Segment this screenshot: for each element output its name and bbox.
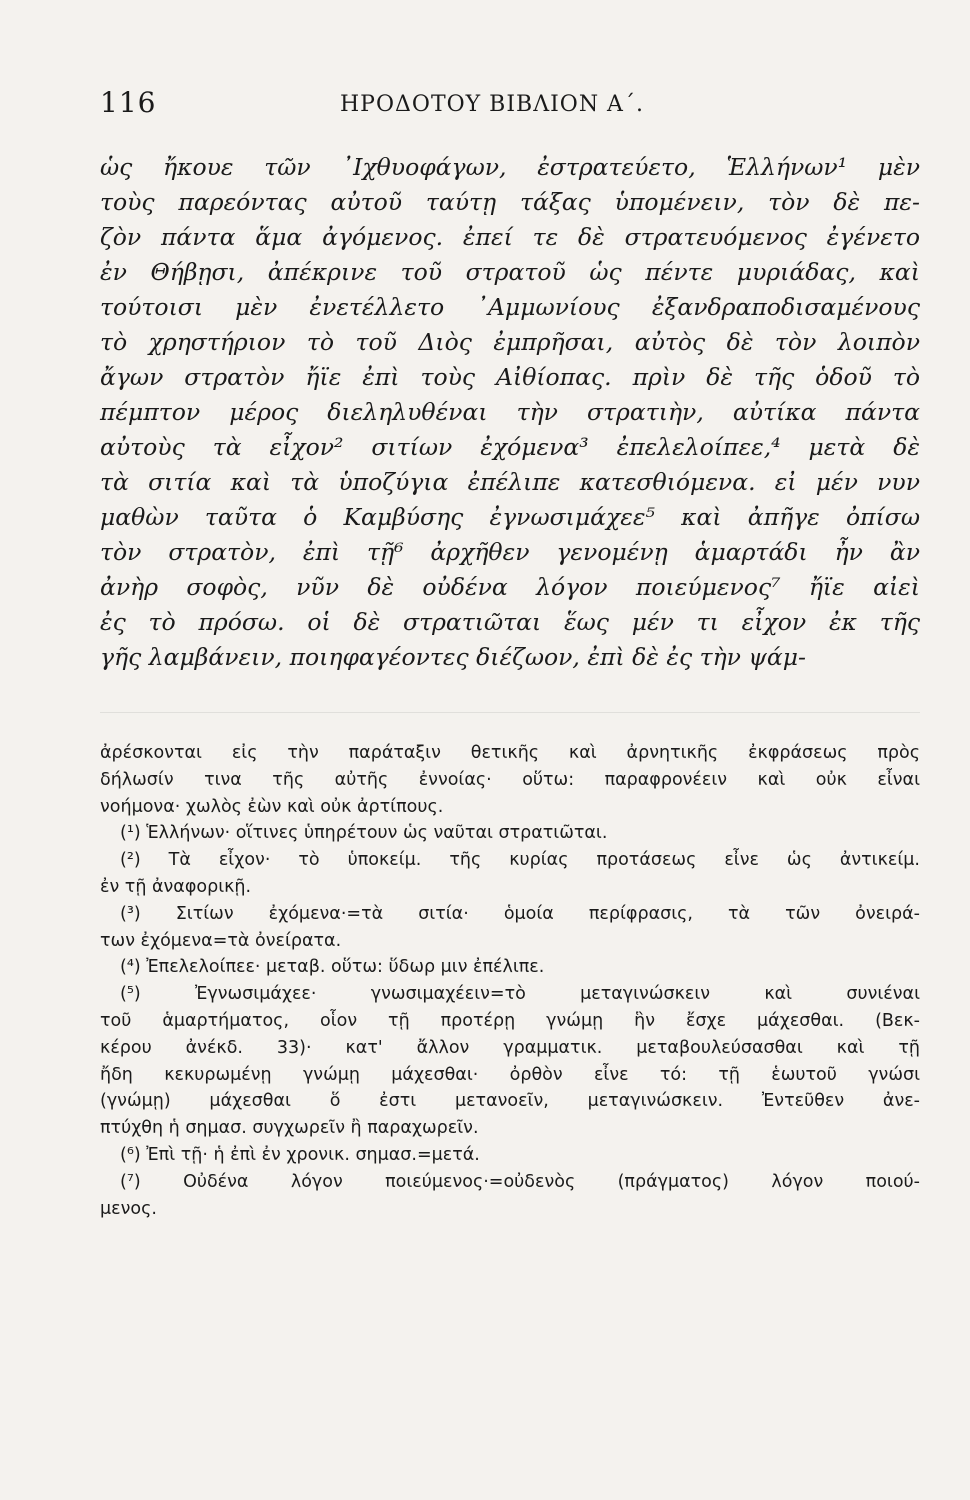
main-text-line: ἐς τὸ πρόσω. οἱ δὲ στρατιῶται ἕως μέν τι εἶχον ἐκ τῆς	[100, 608, 920, 636]
main-text-line: αὐτοὺς τὰ εἶχον² σιτίων ἐχόμενα³ ἐπελελοίπεε,⁴ μετὰ δὲ	[100, 433, 920, 461]
main-text-line: τοὺς παρεόντας αὐτοῦ ταύτῃ τάξας ὑπομένειν, τὸν δὲ πε-	[100, 188, 920, 216]
main-text-line: ἐν Θήβῃσι, ἀπέκρινε τοῦ στρατοῦ ὡς πέντε μυριάδας, καὶ	[100, 258, 920, 286]
footnote-line: των ἐχόμενα=τὰ ὀνείρατα.	[100, 930, 342, 951]
main-text-line: τὰ σιτία καὶ τὰ ὑποζύγια ἐπέλιπε κατεσθιόμενα. εἰ μέν νυν	[100, 468, 920, 496]
footnote-line: δήλωσίν τινα τῆς αὐτῆς ἐννοίας· οὕτω: παραφρονέειν καὶ οὐκ εἶναι	[100, 769, 920, 790]
running-head: ΗΡΟΔΟΤΟΥ ΒΙΒΛΙΟΝ Α΄.	[340, 92, 644, 117]
footnote-line: (⁷) Οὐδένα λόγον ποιεύμενος·=οὐδενὸς (πράγματος) λόγον ποιού-	[120, 1171, 920, 1192]
footnote-line: (³) Σιτίων ἐχόμενα·=τὰ σιτία· ὁμοία περίφρασις, τὰ τῶν ὀνειρά-	[120, 903, 920, 924]
footnote-line: (⁴) Ἐπελελοίπεε· μεταβ. οὕτω: ὕδωρ μιν ἐπέλιπε.	[120, 957, 545, 978]
footnotes	[100, 740, 920, 1222]
footnote-line: (γνώμῃ) μάχεσθαι ὅ ἐστι μετανοεῖν, μεταγινώσκειν. Ἐντεῦθεν ἀνε-	[100, 1091, 920, 1112]
main-text-line: τὸν στρατὸν, ἐπὶ τῇ⁶ ἀρχῆθεν γενομένῃ ἁμαρτάδι ἦν ἂν	[100, 538, 920, 566]
footnote-line: (¹) Ἑλλήνων· οἵτινες ὑπηρέτουν ὡς ναῦται στρατιῶται.	[120, 823, 608, 844]
main-text-line: μαθὼν ταῦτα ὁ Καμβύσης ἐγνωσιμάχεε⁵ καὶ ἀπῆγε ὀπίσω	[100, 503, 920, 531]
footnote-line: ἀρέσκονται εἰς τὴν παράταξιν θετικῆς καὶ ἀρνητικῆς ἐκφράσεως πρὸς	[100, 743, 920, 763]
footnote-line: (⁶) Ἐπὶ τῇ· ἡ ἐπὶ ἐν χρονικ. σημασ.=μετά.	[120, 1144, 480, 1165]
footnote-line: (⁵) Ἐγνωσιμάχεε· γνωσιμαχέειν=τὸ μεταγινώσκειν καὶ συνιέναι	[120, 984, 920, 1005]
main-text	[100, 150, 920, 675]
main-text-line: τούτοισι μὲν ἐνετέλλετο ᾿Αμμωνίους ἐξανδραποδισαμένους	[100, 293, 920, 321]
footnote-line: ἤδη κεκυρωμένῃ γνώμῃ μάχεσθαι· ὀρθὸν εἶνε τό: τῇ ἑωυτοῦ γνώσι	[100, 1064, 920, 1085]
footnote-line: κέρου ἀνέκδ. 33)· κατ' ἄλλον γραμματικ. μεταβουλεύσασθαι καὶ τῇ	[100, 1037, 920, 1058]
main-text-line: ἀνὴρ σοφὸς, νῦν δὲ οὐδένα λόγον ποιεύμενος⁷ ἤϊε αἰεὶ	[100, 573, 920, 601]
main-text-line: ὡς ἤκουε τῶν ᾿Ιχθυοφάγων, ἐστρατεύετο, Ἑλλήνων¹ μὲν	[100, 153, 920, 181]
main-text-line: γῆς λαμβάνειν, ποιηφαγέοντες διέζωον, ἐπὶ δὲ ἐς τὴν ψάμ-	[100, 643, 806, 671]
main-text-line: τὸ χρηστήριον τὸ τοῦ Διὸς ἐμπρῆσαι, αὐτὸς δὲ τὸν λοιπὸν	[100, 328, 920, 356]
footnote-line: μενος.	[100, 1198, 157, 1219]
main-text-line: ἄγων στρατὸν ἤϊε ἐπὶ τοὺς Αἰθίοπας. πρὶν δὲ τῆς ὁδοῦ τὸ	[100, 363, 920, 391]
footnote-line: ἐν τῇ ἀναφορικῇ.	[100, 876, 252, 897]
main-text-line: ζὸν πάντα ἅμα ἀγόμενος. ἐπεί τε δὲ στρατευόμενος ἐγένετο	[100, 223, 920, 251]
footnote-line: πτύχθη ἡ σημασ. συγχωρεῖν ἢ παραχωρεῖν.	[100, 1118, 479, 1139]
main-text-line: πέμπτον μέρος διεληλυθέναι τὴν στρατιὴν, αὐτίκα πάντα	[100, 398, 920, 426]
footnote-line: νοήμονα· χωλὸς ἐὼν καὶ οὐκ ἀρτίπους.	[100, 796, 444, 817]
footnote-line: (²) Τὰ εἶχον· τὸ ὑποκείμ. τῆς κυρίας προτάσεως εἶνε ὡς ἀντικείμ.	[120, 850, 920, 871]
divider	[100, 712, 920, 713]
footnote-line: τοῦ ἁμαρτήματος, οἷον τῇ προτέρῃ γνώμῃ ἣν ἔσχε μάχεσθαι. (Βεκ-	[100, 1010, 920, 1031]
page-header	[100, 86, 920, 126]
page-number: 116	[100, 86, 157, 119]
